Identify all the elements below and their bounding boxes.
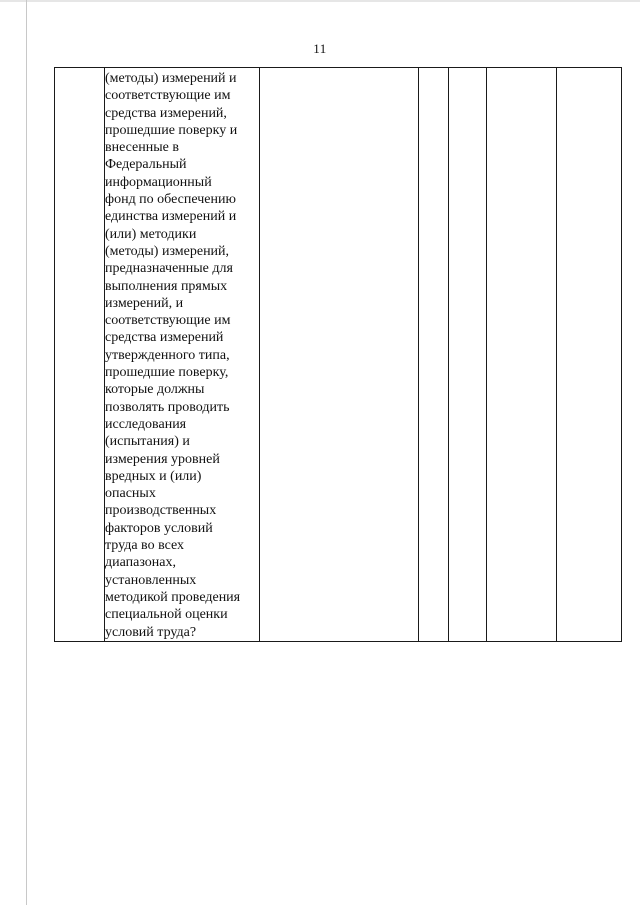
note-cell [557, 68, 622, 642]
table-row [55, 68, 622, 642]
checklist-table [54, 67, 622, 642]
scan-edge-top [0, 0, 640, 2]
answer-not-applicable-cell [487, 68, 557, 642]
row-number-cell [55, 68, 105, 642]
answer-yes-cell [419, 68, 449, 642]
scan-edge-left [26, 0, 27, 905]
question-text: (методы) измерений и соответствующие им средства измерений, прошедшие поверку и внесенные в Федеральный информационный фонд по обеспечению единства измерений и (или) методики (методы) измерений, предназначенные для выполнения прямых измерений, и соответствующие им средства измерений утвержденного типа, прошедшие поверку, которые должны позволять проводить исследования (испытания) и измерения уровней вредных и (или) опасных производственных факторов условий труда во всех диапазонах, установленных методикой проведения специальной оценки условий труда? [105, 71, 241, 640]
page-number: 11 [313, 41, 327, 56]
legal-reference-cell [260, 68, 419, 642]
question-cell [105, 68, 260, 642]
answer-no-cell [449, 68, 487, 642]
